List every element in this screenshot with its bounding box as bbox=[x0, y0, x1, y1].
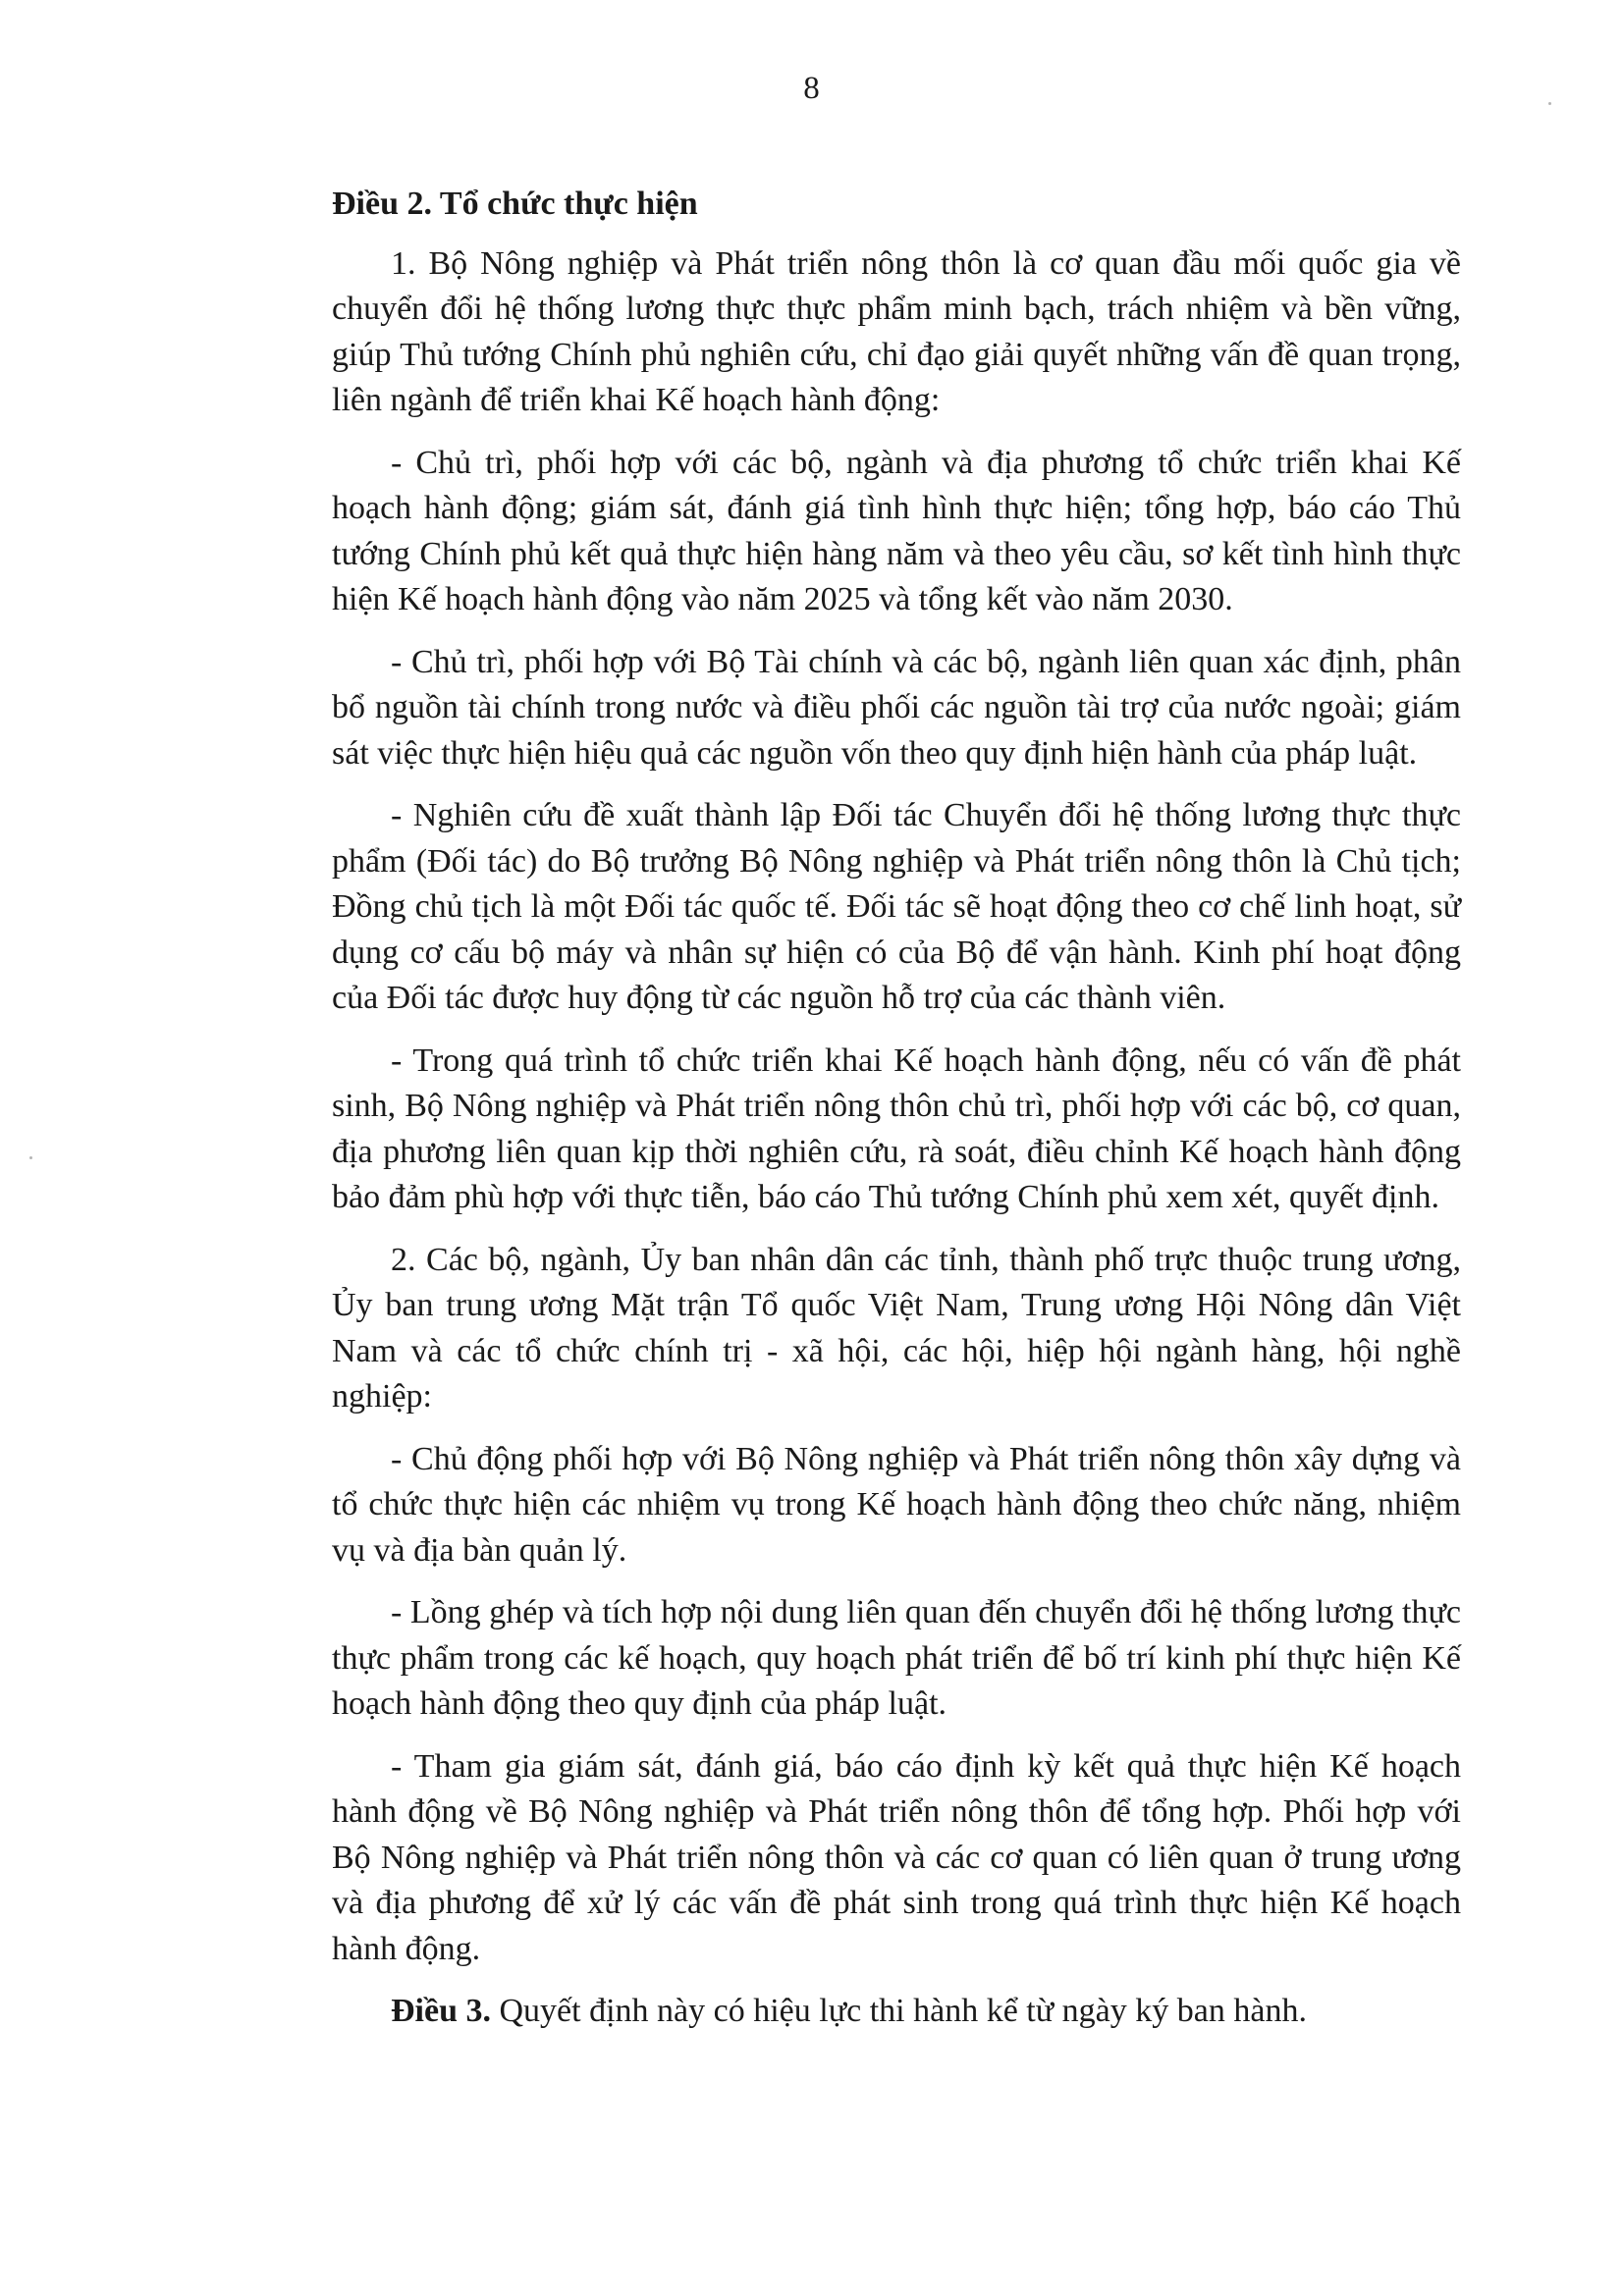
paragraph: - Chủ động phối hợp với Bộ Nông nghiệp và Phát triển nông thôn xây dựng và tổ chức thực hiện các nhiệm vụ trong Kế hoạch hành động theo chức năng, nhiệm vụ và địa bàn quản lý. bbox=[332, 1440, 1461, 1569]
article-3-label: Điều 3. bbox=[391, 1993, 491, 2029]
page-number: 8 bbox=[803, 71, 820, 106]
paragraph: - Lồng ghép và tích hợp nội dung liên quan đến chuyển đổi hệ thống lương thực thực phẩm trong các kế hoạch, quy hoạch phát triển để bố trí kinh phí thực hiện Kế hoạch hành động theo quy định của pháp luật. bbox=[332, 1594, 1461, 1722]
paragraph: - Trong quá trình tổ chức triển khai Kế hoạch hành động, nếu có vấn đề phát sinh, Bộ Nông nghiệp và Phát triển nông thôn chủ trì, phối hợp với các bộ, cơ quan, địa phương liên quan kịp thời nghiên cứu, rà soát, điều chỉnh Kế hoạch hành động bảo đảm phù hợp với thực tiễn, báo cáo Thủ tướng Chính phủ xem xét, quyết định. bbox=[332, 1041, 1461, 1215]
paragraph: 2. Các bộ, ngành, Ủy ban nhân dân các tỉnh, thành phố trực thuộc trung ương, Ủy ban trung ương Mặt trận Tổ quốc Việt Nam, Trung ương Hội Nông dân Việt Nam và các tổ chức chính trị - xã hội, các hội, hiệp hội ngành hàng, hội nghề nghiệp: bbox=[332, 1241, 1461, 1415]
scan-speck bbox=[1548, 102, 1551, 105]
scan-speck bbox=[29, 1156, 32, 1159]
article-2-heading: Điều 2. Tổ chức thực hiện bbox=[332, 186, 698, 222]
paragraph: - Nghiên cứu đề xuất thành lập Đối tác Chuyển đổi hệ thống lương thực thực phẩm (Đối tác) do Bộ trưởng Bộ Nông nghiệp và Phát triển nông thôn là Chủ tịch; Đồng chủ tịch là một Đối tác quốc tế. Đối tác sẽ hoạt động theo cơ chế linh hoạt, sử dụng cơ cấu bộ máy và nhân sự hiện có của Bộ để vận hành. Kinh phí hoạt động của Đối tác được huy động từ các nguồn hỗ trợ của các thành viên. bbox=[332, 797, 1461, 1016]
paragraph: 1. Bộ Nông nghiệp và Phát triển nông thôn là cơ quan đầu mối quốc gia về chuyển đổi hệ thống lương thực thực phẩm minh bạch, trách nhiệm và bền vững, giúp Thủ tướng Chính phủ nghiên cứu, chỉ đạo giải quyết những vấn đề quan trọng, liên ngành để triển khai Kế hoạch hành động: bbox=[332, 244, 1461, 418]
article-3 bbox=[332, 1989, 1461, 2035]
document-body bbox=[332, 182, 1461, 2052]
article-3-text: Quyết định này có hiệu lực thi hành kể từ ngày ký ban hành. bbox=[491, 1993, 1307, 2029]
paragraph: - Chủ trì, phối hợp với Bộ Tài chính và các bộ, ngành liên quan xác định, phân bổ nguồn tài chính trong nước và điều phối các nguồn tài trợ của nước ngoài; giám sát việc thực hiện hiệu quả các nguồn vốn theo quy định hiện hành của pháp luật. bbox=[332, 643, 1461, 772]
paragraph: - Tham gia giám sát, đánh giá, báo cáo định kỳ kết quả thực hiện Kế hoạch hành động về Bộ Nông nghiệp và Phát triển nông thôn để tổng hợp. Phối hợp với Bộ Nông nghiệp và Phát triển nông thôn và các cơ quan có liên quan ở trung ương và địa phương để xử lý các vấn đề phát sinh trong quá trình thực hiện Kế hoạch hành động. bbox=[332, 1747, 1461, 1967]
paragraph: - Chủ trì, phối hợp với các bộ, ngành và địa phương tổ chức triển khai Kế hoạch hành động; giám sát, đánh giá tình hình thực hiện; tổng hợp, báo cáo Thủ tướng Chính phủ kết quả thực hiện hàng năm và theo yêu cầu, sơ kết tình hình thực hiện Kế hoạch hành động vào năm 2025 và tổng kết vào năm 2030. bbox=[332, 444, 1461, 617]
